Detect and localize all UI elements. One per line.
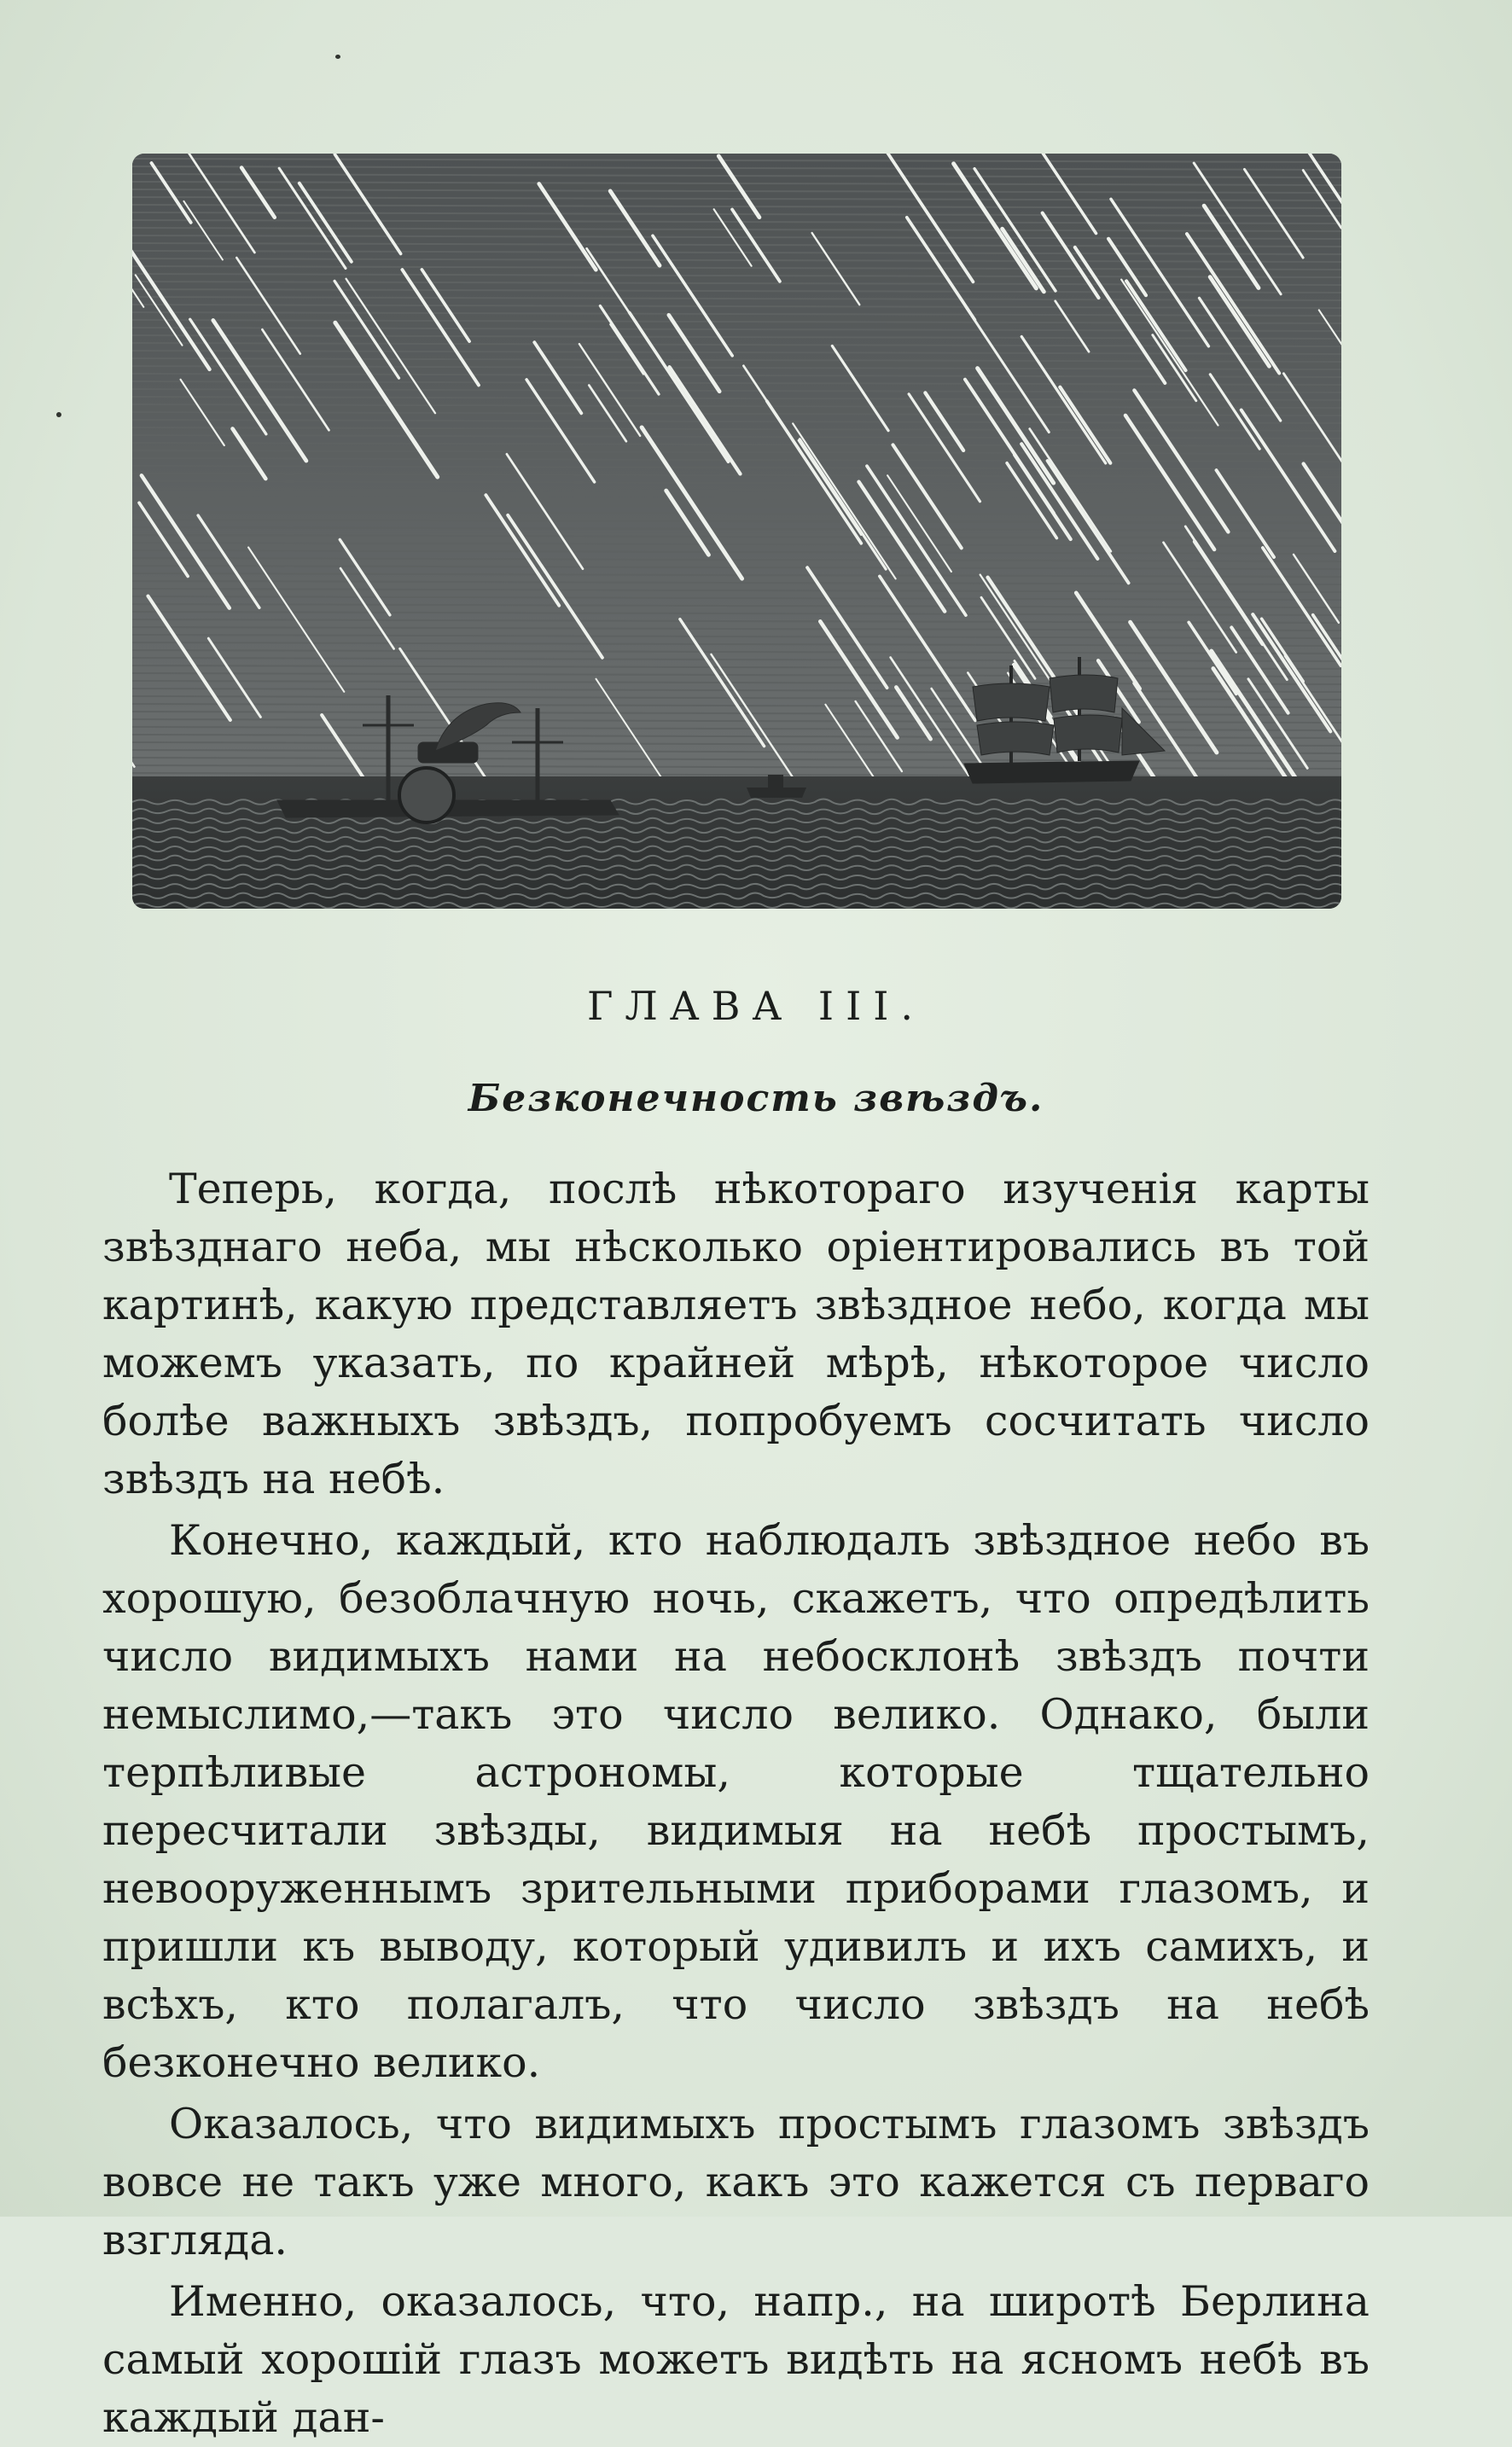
body-text [102, 1160, 1370, 2447]
scan-speck [335, 55, 340, 59]
chapter-title: ГЛАВА III. [586, 983, 926, 1029]
paragraph: Оказалось, что видимыхъ простымъ глазомъ звѣздъ вовсе не такъ уже много, какъ это кажется съ перваго взгляда. [102, 2100, 1370, 2264]
paragraph: Конечно, каждый, кто наблюдалъ звѣздное небо въ хорошую, безоблачную ночь, скажетъ, что опредѣлить число видимыхъ нами на небосклонѣ звѣздъ почти немыслимо,—такъ это число велико. Однако, были терпѣливые астрономы, которые тщательно пересчитали звѣзды, видимыя на небѣ простымъ, невооруженнымъ зрительными приборами глазомъ, и пришли къ выводу, который удивилъ и ихъ самихъ, и всѣхъ, кто полагалъ, что число звѣздъ на небѣ безконечно велико. [102, 1516, 1370, 2087]
chapter-subtitle: Безконечность звѣздъ. [468, 1077, 1044, 1120]
meteor-shower-engraving [132, 154, 1341, 909]
paragraph: Теперь, когда, послѣ нѣкотораго изученія карты звѣзднаго неба, мы нѣсколько оріентировались въ той картинѣ, какую представляетъ звѣздное небо, когда мы можемъ указать, по крайней мѣрѣ, нѣкоторое число болѣе важныхъ звѣздъ, попробуемъ сосчитать число звѣздъ на небѣ. [102, 1165, 1370, 1503]
scan-speck [56, 412, 61, 417]
paragraph: Именно, оказалось, что, напр., на широтѣ Берлина самый хорошій глазъ можетъ видѣть на ясномъ небѣ въ каждый дан- [102, 2277, 1370, 2442]
